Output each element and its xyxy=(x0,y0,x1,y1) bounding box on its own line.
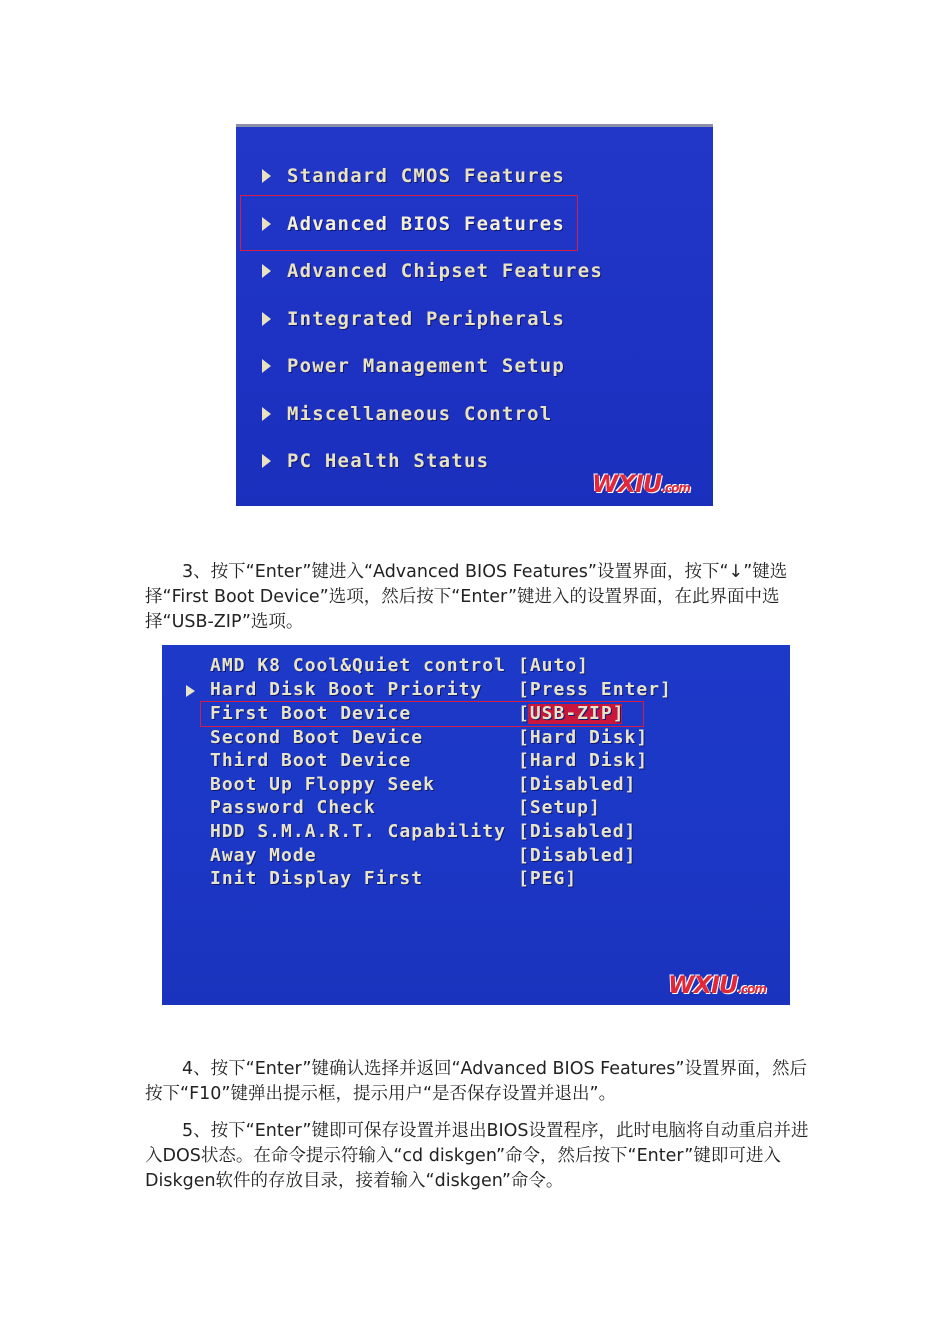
arrow-icon xyxy=(262,264,271,278)
setting-name: AMD K8 Cool&Quiet control xyxy=(210,655,506,676)
setting-value: [Hard Disk] xyxy=(518,750,649,771)
setting-row[interactable] xyxy=(162,845,790,868)
bios-main-menu-screenshot xyxy=(236,124,713,506)
setting-row-submenu[interactable] xyxy=(162,679,790,702)
setting-row[interactable] xyxy=(162,821,790,844)
menu-item-label: PC Health Status xyxy=(287,450,490,472)
setting-name: Boot Up Floppy Seek xyxy=(210,774,435,795)
setting-name: Hard Disk Boot Priority xyxy=(210,679,483,700)
submenu-arrow-icon xyxy=(186,685,195,697)
arrow-icon xyxy=(262,217,271,231)
setting-row[interactable] xyxy=(162,750,790,773)
setting-name: Init Display First xyxy=(210,868,424,889)
setting-value: [Press Enter] xyxy=(518,679,672,700)
paragraph-step-5: 5、按下“Enter”键即可保存设置并退出BIOS设置程序，此时电脑将自动重启并进入DOS状态。在命令提示符输入“cd diskgen”命令，然后按下“Enter”键即可进入Diskgen软件的存放目录，接着输入“diskgen”命令。 xyxy=(145,1121,809,1191)
menu-item-label: Miscellaneous Control xyxy=(287,403,553,425)
watermark-logo: WXIU.com xyxy=(668,971,766,999)
setting-name: Away Mode xyxy=(210,845,317,866)
setting-row[interactable] xyxy=(162,727,790,750)
menu-item-label: Standard CMOS Features xyxy=(287,165,566,187)
setting-value: [Hard Disk] xyxy=(518,727,649,748)
arrow-icon xyxy=(262,454,271,468)
setting-row-selected[interactable] xyxy=(162,703,790,726)
menu-item-pc-health[interactable] xyxy=(262,446,489,476)
setting-value: [Auto] xyxy=(518,655,590,676)
setting-name: Second Boot Device xyxy=(210,727,424,748)
setting-row[interactable] xyxy=(162,868,790,891)
setting-value: [Disabled] xyxy=(518,774,637,795)
bios-advanced-features-screenshot xyxy=(162,645,790,1005)
menu-item-label: Advanced BIOS Features xyxy=(287,213,566,235)
arrow-icon xyxy=(262,407,271,421)
menu-item-advanced-bios[interactable] xyxy=(262,209,565,239)
menu-item-miscellaneous[interactable] xyxy=(262,399,552,429)
setting-value: [USB-ZIP] xyxy=(518,703,625,724)
menu-item-advanced-chipset[interactable] xyxy=(262,256,603,286)
setting-row[interactable] xyxy=(162,774,790,797)
setting-name: First Boot Device xyxy=(210,703,412,724)
setting-row[interactable] xyxy=(162,655,790,678)
menu-item-label: Advanced Chipset Features xyxy=(287,260,603,282)
paragraph-step-4: 4、按下“Enter”键确认选择并返回“Advanced BIOS Features”设置界面，然后按下“F10”键弹出提示框，提示用户“是否保存设置并退出”。 xyxy=(145,1059,807,1104)
menu-item-label: Power Management Setup xyxy=(287,355,566,377)
setting-value: [Setup] xyxy=(518,797,601,818)
setting-name: Password Check xyxy=(210,797,376,818)
menu-item-standard-cmos[interactable] xyxy=(262,161,565,191)
menu-item-power-management[interactable] xyxy=(262,351,565,381)
setting-value: [Disabled] xyxy=(518,821,637,842)
arrow-icon xyxy=(262,359,271,373)
paragraph-step-3: 3、按下“Enter”键进入“Advanced BIOS Features”设置界面，按下“↓”键选择“First Boot Device”选项，然后按下“Enter”键进入的设置界面，在此界面中选择“USB-ZIP”选项。 xyxy=(145,562,788,632)
arrow-icon xyxy=(262,312,271,326)
menu-item-label: Integrated Peripherals xyxy=(287,308,566,330)
setting-value: [Disabled] xyxy=(518,845,637,866)
setting-value: [PEG] xyxy=(518,868,578,889)
menu-item-integrated-peripherals[interactable] xyxy=(262,304,565,334)
arrow-icon xyxy=(262,169,271,183)
setting-row[interactable] xyxy=(162,797,790,820)
setting-name: HDD S.M.A.R.T. Capability xyxy=(210,821,506,842)
watermark-logo: WXIU.com xyxy=(592,470,690,498)
setting-name: Third Boot Device xyxy=(210,750,412,771)
